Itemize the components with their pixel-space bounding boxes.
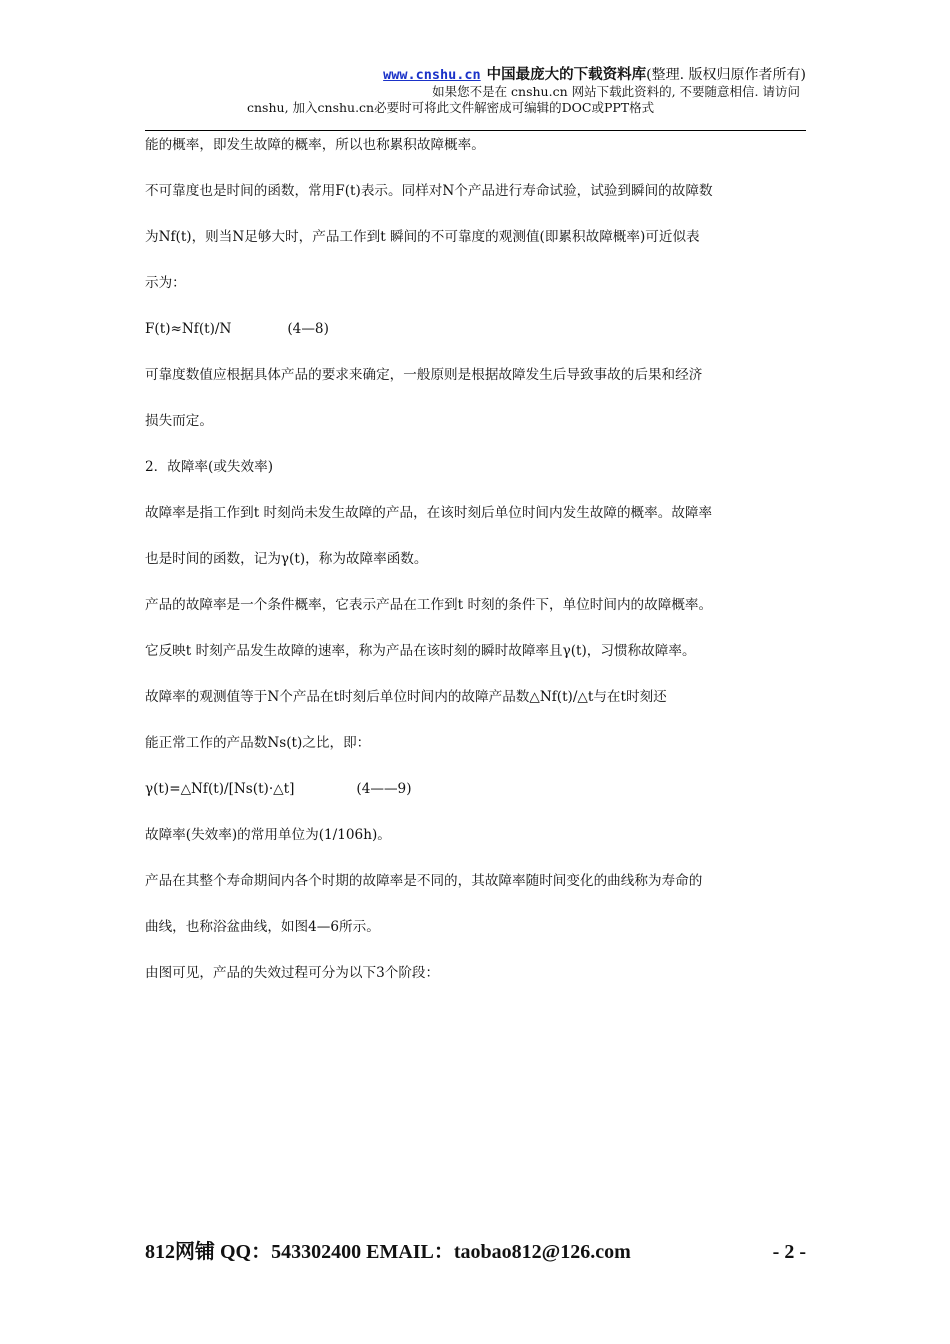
formula-line xyxy=(145,320,810,366)
text-line: 故障率(失效率)的常用单位为(1/106h)。 xyxy=(145,827,391,843)
text-line: 它反映t 时刻产品发生故障的速率，称为产品在该时刻的瞬时故障率且γ(t)，习惯称故障率。 xyxy=(145,643,696,659)
text-line: 也是时间的函数，记为γ(t)，称为故障率函数。 xyxy=(145,551,428,567)
document-body xyxy=(145,136,810,1010)
page-footer xyxy=(145,1239,806,1265)
formula-expression: γ(t)=△Nf(t)/[Ns(t)·△t] xyxy=(145,781,295,797)
text-line: 能的概率，即发生故障的概率，所以也称累积故障概率。 xyxy=(145,137,485,153)
site-title: 中国最庞大的下载资料库 xyxy=(486,67,647,83)
section-heading: 2．故障率(或失效率) xyxy=(145,459,274,475)
text-line: 产品在其整个寿命期间内各个时期的故障率是不同的，其故障率随时间变化的曲线称为寿命的 xyxy=(145,873,703,889)
text-line: 能正常工作的产品数Ns(t)之比，即： xyxy=(145,735,371,751)
header-notice-line-1: 如果您不是在 cnshu.cn 网站下载此资料的, 不要随意相信. 请访问 xyxy=(432,84,800,99)
formula-line xyxy=(145,780,810,826)
text-line: 示为： xyxy=(145,275,186,291)
site-link[interactable]: www.cnshu.cn xyxy=(383,67,481,83)
header-title-line xyxy=(145,66,806,84)
text-line: 为Nf(t)，则当N足够大时，产品工作到t 瞬间的不可靠度的观测值(即累积故障概率)可近似表 xyxy=(145,229,700,245)
header-divider xyxy=(145,130,806,131)
header-notice-line-2: cnshu, 加入cnshu.cn必要时可将此文件解密成可编辑的DOC或PPT格式 xyxy=(247,100,655,115)
text-line: 故障率是指工作到t 时刻尚未发生故障的产品，在该时刻后单位时间内发生故障的概率。故障率 xyxy=(145,505,713,521)
page-header xyxy=(145,66,806,116)
text-line: 产品的故障率是一个条件概率，它表示产品在工作到t 时刻的条件下，单位时间内的故障概率。 xyxy=(145,597,713,613)
text-line: 曲线，也称浴盆曲线，如图4—6所示。 xyxy=(145,919,380,935)
page-number: - 2 - xyxy=(772,1241,806,1263)
text-line: 故障率的观测值等于N个产品在t时刻后单位时间内的故障产品数△Nf(t)/△t与在t时刻还 xyxy=(145,689,667,705)
formula-expression: F(t)≈Nf(t)/N xyxy=(145,321,232,337)
text-line: 可靠度数值应根据具体产品的要求来确定，一般原则是根据故障发生后导致事故的后果和经济 xyxy=(145,367,703,383)
footer-contact: 812网铺 QQ：543302400 EMAIL：taobao812@126.com xyxy=(145,1241,631,1263)
text-line: 损失而定。 xyxy=(145,413,213,429)
site-note: (整理. 版权归原作者所有) xyxy=(646,67,806,83)
text-line: 不可靠度也是时间的函数，常用F(t)表示。同样对N个产品进行寿命试验，试验到瞬间的故障数 xyxy=(145,183,713,199)
formula-number: (4—8) xyxy=(287,321,329,337)
text-line: 由图可见，产品的失效过程可分为以下3个阶段： xyxy=(145,965,440,981)
formula-number: (4——9) xyxy=(356,781,412,797)
